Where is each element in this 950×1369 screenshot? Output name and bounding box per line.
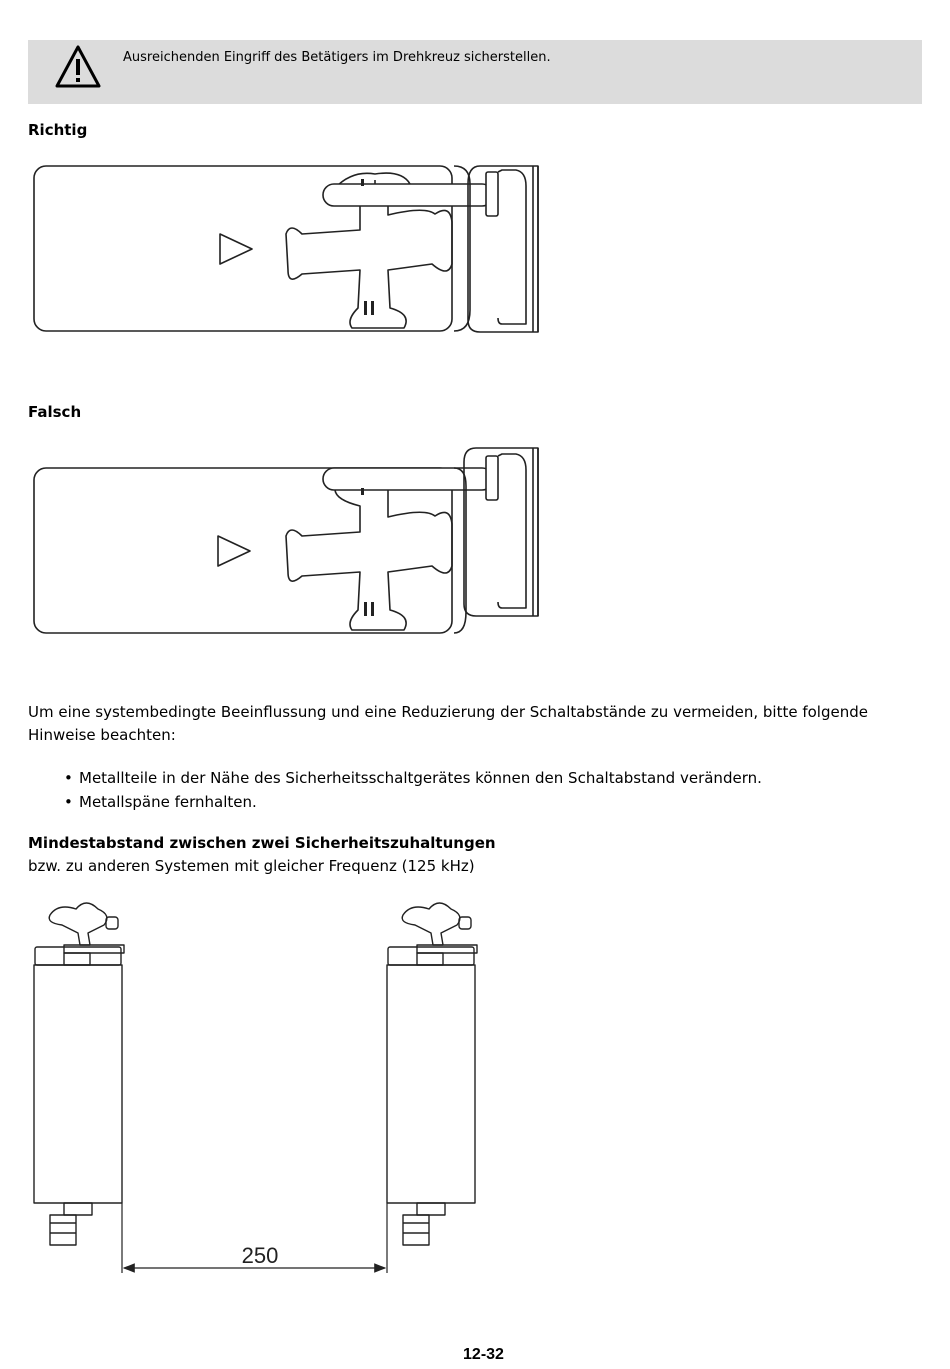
rotary-cross	[286, 475, 452, 630]
min-distance-subtitle: bzw. zu anderen Systemen mit gleicher Frequenz (125 kHz)	[28, 857, 475, 875]
switch-left	[34, 903, 124, 1245]
intro-paragraph: Um eine systembedingte Beeinflussung und eine Reduzierung der Schaltabstände zu vermeiden, bitte folgende Hinweise beachten:	[28, 703, 868, 744]
diagram-richtig	[30, 160, 545, 338]
arrow-marker	[220, 234, 252, 264]
min-distance-title: Mindestabstand zwischen zwei Sicherheitszuhaltungen	[28, 834, 496, 852]
min-distance-heading	[28, 832, 496, 878]
warning-text: Ausreichenden Eingriff des Betätigers im Drehkreuz sicherstellen.	[123, 50, 551, 65]
label-richtig: Richtig	[28, 121, 88, 139]
actuator-rod	[323, 468, 493, 490]
label-falsch: Falsch	[28, 403, 82, 421]
dimension-value: 250	[241, 1243, 279, 1268]
switch-right	[387, 903, 477, 1245]
list-item: • Metallspäne fernhalten.	[28, 790, 762, 814]
warning-box	[28, 40, 922, 104]
diagram-min-distance	[28, 893, 488, 1278]
warning-triangle-icon	[53, 43, 103, 91]
page-number: 12-32	[463, 1346, 504, 1363]
arrow-marker	[218, 536, 250, 566]
diagram-falsch	[30, 444, 545, 640]
hint-list	[28, 766, 762, 814]
list-item: • Metallteile in der Nähe des Sicherheitsschaltgerätes können den Schaltabstand verändern.	[28, 766, 762, 790]
